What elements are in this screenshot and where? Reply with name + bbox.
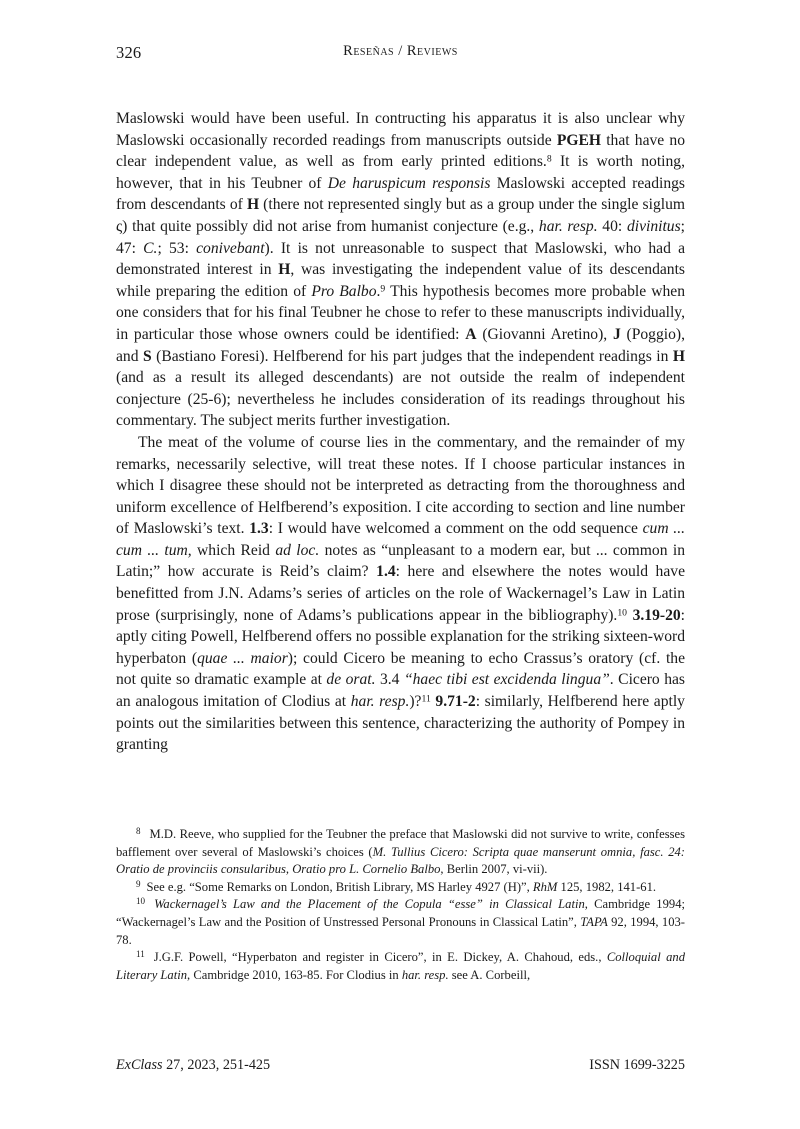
- text-run: (Giovanni Aretino),: [476, 325, 613, 343]
- book-title-colloquial-literary-latin: Colloquial and Literary Latin: [116, 950, 685, 982]
- latin-quote: “haec tibi est excidenda lingua”: [403, 671, 610, 689]
- work-title-scripta-quae-manserunt: M. Tullius Cicero: Scripta quae manserunt omnia, fasc. 24: Oratio de provinciis consularibus, Oratio pro L. Cornelio Balbo: [116, 844, 685, 877]
- text-run: J.G.F. Powell, “Hyperbaton and register in Cicero”, in E. Dickey, A. Chahoud, eds.,: [153, 950, 607, 965]
- section-ref-1-4: 1.4: [376, 563, 396, 581]
- latin-quote: cum ... cum ... tum,: [116, 520, 686, 559]
- text-run: ; 53:: [157, 239, 197, 257]
- manuscript-siglum-s: S: [143, 347, 152, 365]
- latin-term: conivebant: [196, 239, 265, 257]
- text-run: )?: [409, 693, 422, 711]
- latin-term: C.: [143, 239, 158, 257]
- footnote-marker-8: 8: [136, 826, 141, 837]
- manuscript-sigla-pgeh: PGEH: [556, 131, 601, 149]
- text-run: Maslowski would have been useful. In contructing his apparatus it is also unclear why Maslowski occasionally recorded readings from manuscripts outside: [116, 110, 685, 149]
- manuscript-siglum-h: H: [246, 196, 260, 214]
- section-ref-3-19-20: 3.19-20: [632, 606, 681, 624]
- text-run: 125, 1982, 141-61.: [557, 879, 657, 894]
- footnotes-block: [116, 826, 685, 984]
- text-run: . Cicero has an analogous imitation of Clodius at: [116, 671, 685, 711]
- journal-name-exclass: ExClass: [116, 1057, 163, 1073]
- section-ref-9-71-2: 9.71-2: [435, 693, 476, 711]
- text-run: (there not represented singly but as a group under the single siglum ς) that quite possibly did not arise from humanist conjecture (e.g.,: [116, 196, 685, 235]
- body-paragraph-2: [116, 432, 685, 756]
- text-run: : here and elsewhere the notes would have benefitted from J.N. Adams’s series of articles on the role of Wackernagel’s Law in Latin prose (surprisingly, none of Adams’s publications appear in the bibliography).: [116, 563, 685, 624]
- text-run: It is worth noting, however, that in his Teubner of: [116, 153, 685, 192]
- journal-citation: [116, 1057, 270, 1074]
- footnote-10: [116, 896, 685, 949]
- footnote-8: [116, 826, 685, 879]
- text-run: which Reid: [191, 541, 276, 559]
- body-text-column: [116, 108, 685, 756]
- journal-abbrev-rhm: RhM: [532, 879, 558, 894]
- footnote-11: [116, 949, 685, 984]
- citation-har-resp: har. resp.: [401, 967, 449, 982]
- text-run: ). It is not unreasonable to suspect that Maslowski, who had a demonstrated interest in: [116, 239, 686, 279]
- text-run: 40:: [597, 217, 627, 235]
- page-footer: [116, 1057, 685, 1074]
- issn-number: ISSN 1699-3225: [589, 1057, 685, 1073]
- text-run: (Poggio), and: [116, 325, 685, 365]
- manuscript-siglum-h: H: [672, 347, 685, 365]
- footnote-9: [116, 879, 685, 897]
- text-run: , was investigating the independent value of its descendants while preparing the edition of: [116, 261, 685, 300]
- text-run: : I would have welcomed a comment on the odd sequence: [268, 520, 643, 538]
- page-folio-number: 326: [116, 43, 142, 62]
- footnote-ref-10[interactable]: 10: [617, 607, 627, 619]
- manuscript-siglum-j: J: [612, 325, 621, 343]
- manuscript-siglum-a: A: [465, 325, 477, 343]
- citation-har-resp: har. resp.: [350, 693, 410, 711]
- latin-quote: quae ... maior: [197, 649, 288, 667]
- text-run: : similarly, Helfberend here aptly points out the similarities between this sentence, characterizing the authority of Pompey in granting: [116, 693, 685, 754]
- footnote-ref-11[interactable]: 11: [421, 693, 431, 705]
- text-run: : aptly citing Powell, Helfberend offers no possible explanation for the striking sixteen-word hyperbaton (: [116, 606, 686, 667]
- manuscript-siglum-h: H: [278, 261, 291, 279]
- footnote-marker-11: 11: [136, 949, 145, 960]
- text-run: This hypothesis becomes more probable when one considers that for his final Teubner he chose to refer to these manuscripts individually, in particular those whose owners could be identified:: [116, 282, 686, 343]
- citation-ad-loc: ad loc.: [275, 541, 320, 559]
- citation-har-resp: har. resp.: [538, 217, 598, 235]
- text-run: See e.g. “Some Remarks on London, British Library, MS Harley 4927 (H)”,: [146, 879, 533, 894]
- text-run: 27, 2023, 251-425: [162, 1057, 271, 1073]
- text-run: 3.4: [375, 671, 404, 689]
- section-ref-1-3: 1.3: [249, 520, 269, 538]
- footnote-marker-10: 10: [136, 896, 146, 907]
- text-run: that have no clear independent value, as well as from early printed editions.: [116, 131, 685, 171]
- text-run: Maslowski accepted readings from descendants of: [116, 174, 685, 214]
- journal-abbrev-tapa: TAPA: [580, 914, 608, 929]
- footnote-ref-9[interactable]: 9: [380, 283, 386, 295]
- text-run: notes as “unpleasant to a modern ear, but ... common in Latin;” how accurate is Reid’s claim?: [116, 541, 685, 581]
- footnote-marker-9: 9: [136, 878, 141, 889]
- body-paragraph-1: [116, 108, 685, 432]
- text-run: , Cambridge 1994; “Wackernagel’s Law and the Position of Unstressed Personal Pronouns in Classical Latin”,: [116, 897, 685, 929]
- latin-term: divinitus: [626, 217, 681, 235]
- running-head-title: Reseñas / Reviews: [343, 43, 458, 59]
- text-run: M.D. Reeve, who supplied for the Teubner the preface that Maslowski did not survive to write, confesses bafflement over several of Maslowski’s choices (: [116, 827, 685, 859]
- footnote-ref-8[interactable]: 8: [546, 153, 552, 165]
- text-run: see A. Corbeill,: [448, 967, 531, 982]
- text-run: 92, 1994, 103-78.: [116, 914, 686, 947]
- text-run: , Cambridge 2010, 163-85. For Clodius in: [187, 967, 402, 982]
- text-run: ); could Cicero be meaning to echo Crassus’s oratory (cf. the not quite so dramatic example at: [116, 649, 685, 689]
- running-head: [116, 43, 685, 63]
- text-run: .: [376, 282, 381, 300]
- text-run: (Bastiano Foresi). Helfberend for his part judges that the independent readings in: [151, 347, 673, 365]
- text-run: , Berlin 2007, vi-vii).: [440, 862, 548, 877]
- text-run: (and as a result its alleged descendants) are not outside the realm of independent conjecture (25-6); nevertheless he includes consideration of its readings throughout his commentary. The subject merits further investigation.: [116, 369, 685, 430]
- work-title-de-haruspicum: De haruspicum responsis: [327, 174, 491, 192]
- citation-de-orat: de orat.: [326, 671, 376, 689]
- work-title-pro-balbo: Pro Balbo: [311, 282, 377, 300]
- text-run: ; 47:: [116, 217, 685, 257]
- text-run: The meat of the volume of course lies in the commentary, and the remainder of my remarks, necessarily selective, will treat these notes. If I choose particular instances in which I disagree these should not be interpreted as detracting from the thoroughness and uniform excellence of Helfberend’s exposition. I cite according to section and line number of Maslowski’s text.: [116, 433, 685, 538]
- book-title-wackernagels-law: Wackernagel’s Law and the Placement of the Copula “esse” in Classical Latin: [154, 897, 585, 912]
